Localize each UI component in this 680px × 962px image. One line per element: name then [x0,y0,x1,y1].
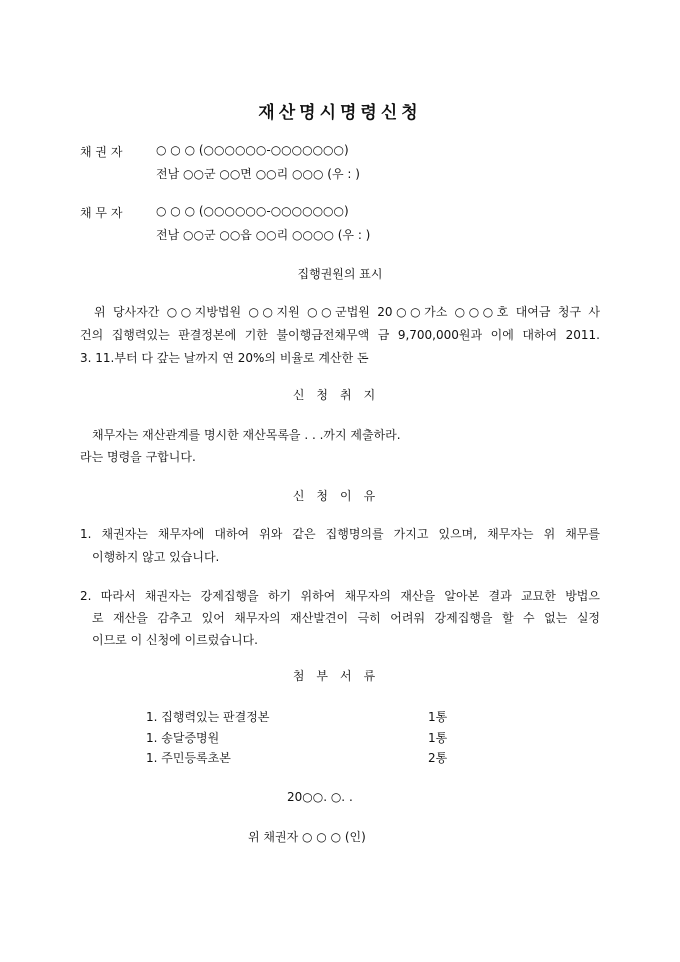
reason-2-line-1: 2. 따라서 채권자는 강제집행을 하기 위하여 채무자의 재산을 알아본 결과 교묘한 방법으 [80,589,600,603]
attachments-heading [0,667,680,684]
attachment-3-count: 2통 [428,751,448,765]
reason-1-line-1: 1. 채권자는 채무자에 대하여 위와 같은 집행명의를 가지고 있으며, 채무자는 위 채무를 [80,527,600,541]
purpose-heading-text: 신청취지 [292,388,388,402]
creditor-address: 전남 ○○군 ○○면 ○○리 ○○○ (우 : ) [156,167,360,181]
reasons-heading-text: 신청이유 [292,489,388,503]
attachment-1-count: 1통 [428,710,448,724]
creditor-name-id: ○ ○ ○ (○○○○○○-○○○○○○○) [156,143,349,157]
document-date: 20○○. ○. . [287,790,353,804]
enforcement-line-2: 건의 집행력있는 판결정본에 기한 불이행금전채무액 금 9,700,000원과 이에 대하여 2011. [80,328,600,342]
creditor-signature: 위 채권자 ○ ○ ○ (인) [248,830,366,844]
debtor-label: 채 무 자 [80,206,123,220]
document-title: 재산명시명령신청 [258,103,422,123]
reason-2-line-3: 이므로 이 신청에 이르렀습니다. [92,633,258,647]
reasons-heading [0,487,680,504]
attachment-2-name: 1. 송달증명원 [146,731,220,745]
attachment-3-name: 1. 주민등록초본 [146,751,231,765]
enforcement-line-1: 위 당사자간 ○○지방법원 ○○지원 ○○군법원 20○○가소 ○○○호 대여금 청구 사 [94,305,600,319]
purpose-line-2: 라는 명령을 구합니다. [80,450,196,464]
purpose-line-1: 채무자는 재산관계를 명시한 재산목록을 . . .까지 제출하라. [92,428,401,442]
reason-2-line-2: 로 재산을 감추고 있어 채무자의 재산발견이 극히 어려워 강제집행을 할 수 없는 실정 [92,611,600,625]
attachment-1-name: 1. 집행력있는 판결정본 [146,710,270,724]
creditor-label: 채 권 자 [80,145,123,159]
enforcement-line-3: 3. 11.부터 다 갚는 날까지 연 20%의 비율로 계산한 돈 [80,351,369,365]
enforcement-heading: 집행권원의 표시 [297,267,383,281]
attachment-2-count: 1통 [428,731,448,745]
debtor-address: 전남 ○○군 ○○읍 ○○리 ○○○○ (우 : ) [156,228,371,242]
attachments-heading-text: 첨부서류 [292,669,388,683]
purpose-heading [0,386,680,403]
reason-1-line-2: 이행하지 않고 있습니다. [92,550,220,564]
debtor-name-id: ○ ○ ○ (○○○○○○-○○○○○○○) [156,204,349,218]
